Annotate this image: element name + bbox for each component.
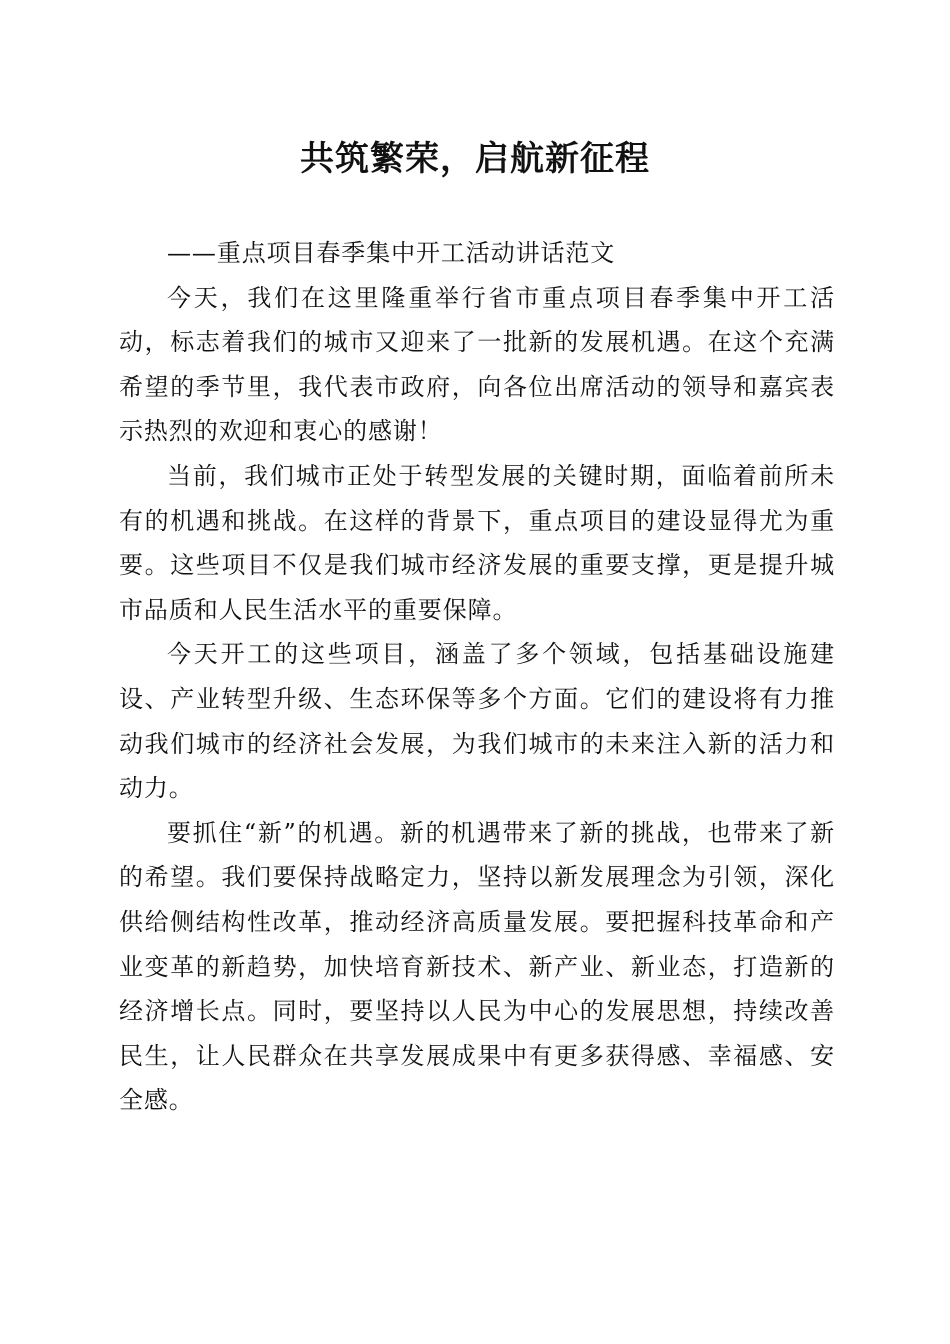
body-paragraph-3: 今天开工的这些项目，涵盖了多个领域，包括基础设施建设、产业转型升级、生态环保等多个方面。它们的建设将有力推动我们城市的经济社会发展，为我们城市的未来注入新的活力和动力。 [119,640,835,803]
document-body [119,231,835,1123]
body-paragraph-2: 当前，我们城市正处于转型发展的关键时期，面临着前所未有的机遇和挑战。在这样的背景下，重点项目的建设显得尤为重要。这些项目不仅是我们城市经济发展的重要支撑，更是提升城市品质和人民生活水平的重要保障。 [119,461,835,624]
body-paragraph-4: 要抓住“新”的机遇。新的机遇带来了新的挑战，也带来了新的希望。我们要保持战略定力，坚持以新发展理念为引领，深化供给侧结构性改革，推动经济高质量发展。要把握科技革命和产业变革的新趋势，加快培育新技术、新产业、新业态，打造新的经济增长点。同时，要坚持以人民为中心的发展思想，持续改善民生，让人民群众在共享发展成果中有更多获得感、幸福感、安全感。 [119,818,835,1115]
body-paragraph-1: 今天，我们在这里隆重举行省市重点项目春季集中开工活动，标志着我们的城市又迎来了一批新的发展机遇。在这个充满希望的季节里，我代表市政府，向各位出席活动的领导和嘉宾表示热烈的欢迎和衷心的感谢！ [119,283,835,446]
subtitle-paragraph: ——重点项目春季集中开工活动讲话范文 [167,239,616,267]
document-title: 共筑繁荣，启航新征程 [300,139,650,179]
